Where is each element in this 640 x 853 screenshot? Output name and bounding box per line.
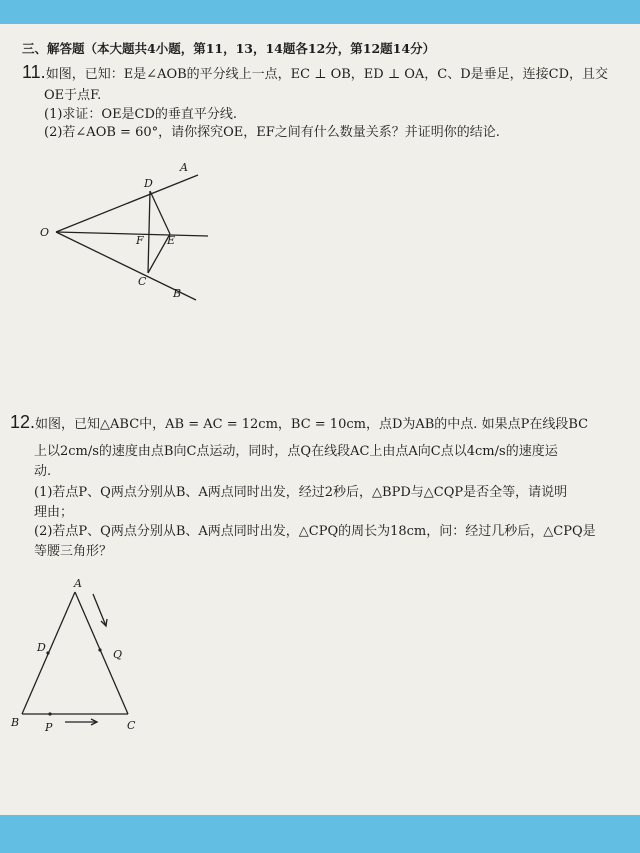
top-border [0, 0, 640, 24]
question-12-number: 12. [10, 412, 36, 432]
question-11-part1: (1)求证：OE是CD的垂直平分线. [44, 107, 238, 122]
point-E-label: E [167, 234, 176, 247]
question-11-figure [30, 154, 230, 314]
question-12-line1: 如图，已知△ABC中，AB = AC = 12cm，BC = 10cm，点D为AB的中点. 如果点P在线段BC [35, 417, 589, 432]
point-Q-label: Q [113, 648, 123, 661]
point-C-label: C [127, 719, 136, 732]
segment-DC [148, 191, 150, 273]
point-F-label: F [136, 234, 144, 247]
point-A-label: A [74, 577, 82, 590]
question-12-line2: 上以2cm/s的速度由点B向C点运动，同时，点Q在线段AC上由点A向C点以4cm/s的速度运 [34, 444, 558, 459]
exam-paper [0, 24, 640, 815]
segment-DE [150, 191, 170, 234]
question-12-part2a: (2)若点P、Q两点分别从B、A两点同时出发，△CPQ的周长为18cm，问：经过几秒后，△CPQ是 [34, 524, 596, 539]
question-12-part2b: 等腰三角形？ [34, 544, 113, 559]
ray-OA [56, 175, 198, 232]
point-D-dot [46, 651, 49, 654]
bottom-border [0, 815, 640, 853]
question-12-part1b: 理由； [34, 505, 74, 520]
question-11-line2: OE于点F. [44, 88, 102, 103]
question-11-intro [22, 64, 608, 83]
point-C-label: C [138, 275, 147, 288]
point-Q-dot [98, 648, 101, 651]
question-12-line3: 动. [34, 464, 52, 479]
point-D-label: D [37, 641, 46, 654]
point-P-dot [48, 712, 51, 715]
question-11-number: 11. [22, 62, 46, 82]
point-B-label: B [11, 716, 20, 729]
arrow-Q-direction [93, 594, 106, 626]
question-11-line1: 如图，已知：E是∠AOB的平分线上一点，EC ⊥ OB，ED ⊥ OA，C、D是垂足，连接CD，且交 [45, 67, 608, 82]
question-12-intro [10, 414, 588, 433]
question-12-figure [5, 574, 155, 734]
question-12-part1a: (1)若点P、Q两点分别从B、A两点同时出发，经过2秒后，△BPD与△CQP是否全等，请说明 [34, 485, 568, 500]
section-title: 三、解答题（本大题共4小题，第11，13，14题各12分，第12题14分） [22, 41, 436, 56]
point-P-label: P [45, 721, 53, 734]
point-B-label: B [173, 287, 182, 300]
point-A-label: A [180, 161, 188, 174]
point-O-label: O [40, 226, 50, 239]
point-D-label: D [144, 177, 153, 190]
ray-OE [56, 232, 208, 236]
question-11-part2: (2)若∠AOB = 60°，请你探究OE，EF之间有什么数量关系？并证明你的结论. [44, 125, 500, 140]
